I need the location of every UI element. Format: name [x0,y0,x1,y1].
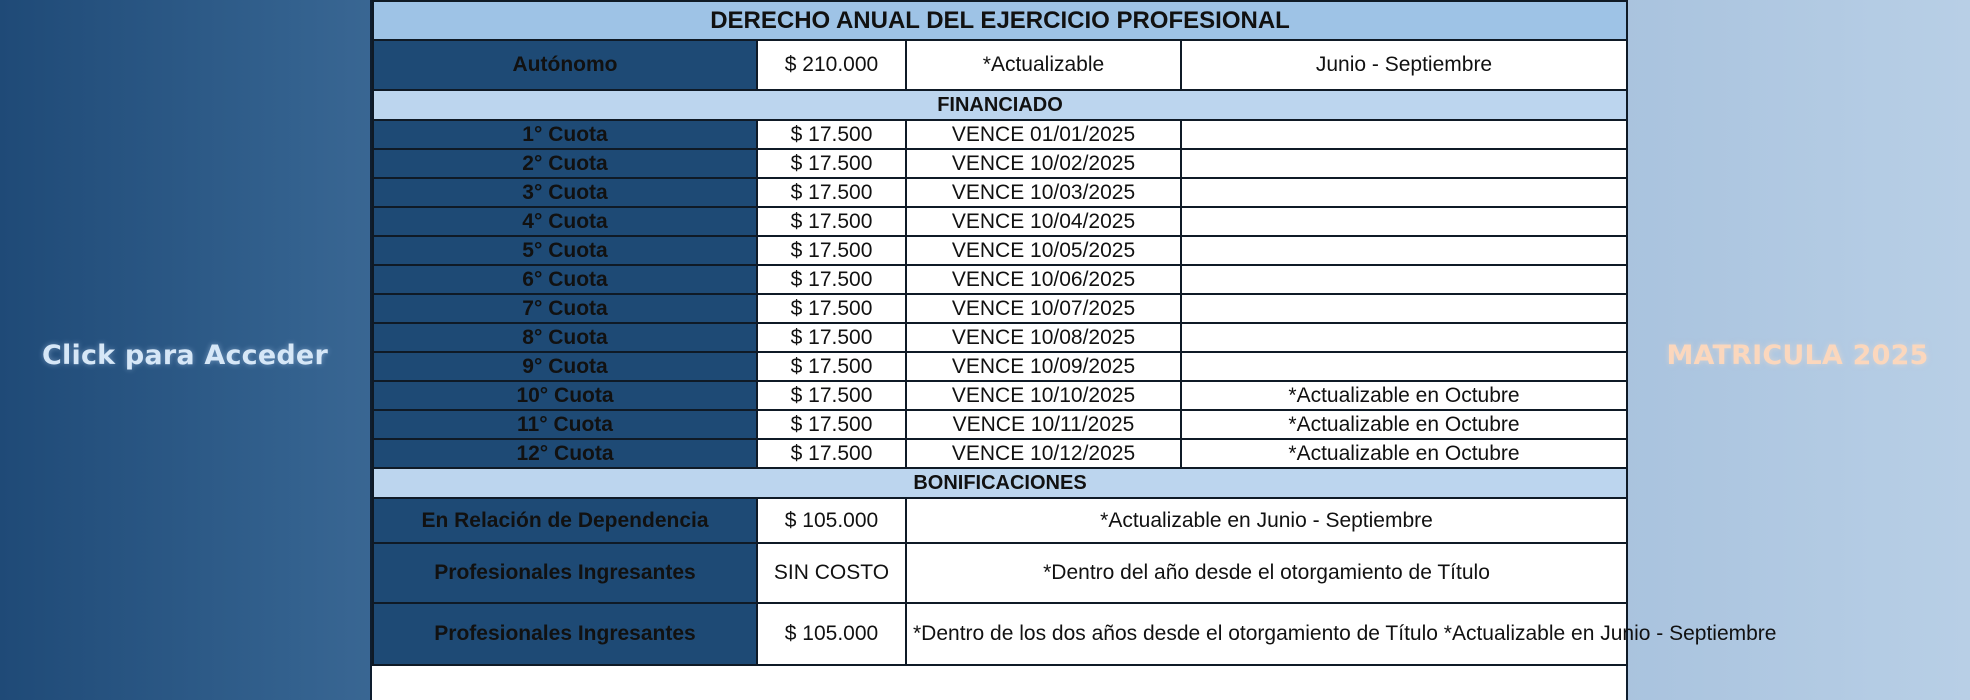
cuota-due: VENCE 10/10/2025 [906,381,1181,410]
cuota-note [1181,178,1627,207]
table-row [373,381,1627,410]
table-row [373,236,1627,265]
table-row [373,410,1627,439]
bonificacion-note: *Dentro de los dos años desde el otorgamiento de Título *Actualizable en Junio - Septiembre [906,603,1627,665]
cuota-label: 12° Cuota [373,439,757,468]
cuota-amount: $ 17.500 [757,178,906,207]
cuota-amount: $ 17.500 [757,352,906,381]
cuota-label: 1° Cuota [373,120,757,149]
cuota-note [1181,149,1627,178]
cuota-due: VENCE 10/03/2025 [906,178,1181,207]
cuota-amount: $ 17.500 [757,381,906,410]
cuota-due: VENCE 10/09/2025 [906,352,1181,381]
table-row [373,149,1627,178]
financiado-section-row [373,90,1627,120]
cuota-label: 6° Cuota [373,265,757,294]
cuota-due: VENCE 01/01/2025 [906,120,1181,149]
bonificacion-label: Profesionales Ingresantes [373,603,757,665]
fee-table [372,0,1777,666]
cuota-amount: $ 17.500 [757,207,906,236]
table-row [373,498,1627,543]
bonificaciones-section-row [373,468,1627,498]
table-row [373,439,1627,468]
bonificacion-label: Profesionales Ingresantes [373,543,757,603]
autonomo-row [373,40,1627,90]
table-row [373,207,1627,236]
row-period: Junio - Septiembre [1181,40,1627,90]
bonificacion-label: En Relación de Dependencia [373,498,757,543]
bonificacion-amount: SIN COSTO [757,543,906,603]
section-financiado: FINANCIADO [373,90,1627,120]
cuota-note [1181,207,1627,236]
row-amount: $ 210.000 [757,40,906,90]
table-row [373,120,1627,149]
cuota-amount: $ 17.500 [757,236,906,265]
cuota-note: *Actualizable en Octubre [1181,381,1627,410]
cuota-note [1181,120,1627,149]
cuota-amount: $ 17.500 [757,149,906,178]
table-row [373,352,1627,381]
cuota-due: VENCE 10/04/2025 [906,207,1181,236]
cuota-due: VENCE 10/06/2025 [906,265,1181,294]
cuota-amount: $ 17.500 [757,323,906,352]
cuota-label: 11° Cuota [373,410,757,439]
bonificacion-amount: $ 105.000 [757,498,906,543]
bonificacion-note: *Dentro del año desde el otorgamiento de Título [906,543,1627,603]
cuota-note [1181,236,1627,265]
cuota-label: 7° Cuota [373,294,757,323]
cuota-due: VENCE 10/08/2025 [906,323,1181,352]
table-title-row [373,1,1627,40]
cuota-label: 3° Cuota [373,178,757,207]
table-row [373,294,1627,323]
cuota-note: *Actualizable en Octubre [1181,439,1627,468]
table-row [373,265,1627,294]
cuota-label: 5° Cuota [373,236,757,265]
access-link[interactable]: Click para Acceder [42,339,328,371]
cuota-due: VENCE 10/02/2025 [906,149,1181,178]
cuota-due: VENCE 10/05/2025 [906,236,1181,265]
section-bonificaciones: BONIFICACIONES [373,468,1627,498]
cuota-amount: $ 17.500 [757,439,906,468]
cuota-amount: $ 17.500 [757,120,906,149]
cuota-amount: $ 17.500 [757,265,906,294]
bonificacion-amount: $ 105.000 [757,603,906,665]
matricula-title: MATRICULA 2025 [1666,339,1929,371]
cuota-label: 10° Cuota [373,381,757,410]
table-row [373,323,1627,352]
cuota-note [1181,352,1627,381]
cuota-label: 2° Cuota [373,149,757,178]
cuota-note: *Actualizable en Octubre [1181,410,1627,439]
row-note: *Actualizable [906,40,1181,90]
bonificacion-note: *Actualizable en Junio - Septiembre [906,498,1627,543]
table-row [373,543,1627,603]
cuota-label: 4° Cuota [373,207,757,236]
cuota-note [1181,265,1627,294]
cuota-amount: $ 17.500 [757,410,906,439]
cuota-due: VENCE 10/11/2025 [906,410,1181,439]
fee-sheet [370,0,1777,700]
cuota-due: VENCE 10/12/2025 [906,439,1181,468]
table-title: DERECHO ANUAL DEL EJERCICIO PROFESIONAL [373,1,1627,40]
cuota-label: 9° Cuota [373,352,757,381]
cuota-due: VENCE 10/07/2025 [906,294,1181,323]
cuota-note [1181,323,1627,352]
cuota-label: 8° Cuota [373,323,757,352]
cuota-note [1181,294,1627,323]
table-row [373,178,1627,207]
table-row [373,603,1627,665]
row-label: Autónomo [373,40,757,90]
cuota-amount: $ 17.500 [757,294,906,323]
